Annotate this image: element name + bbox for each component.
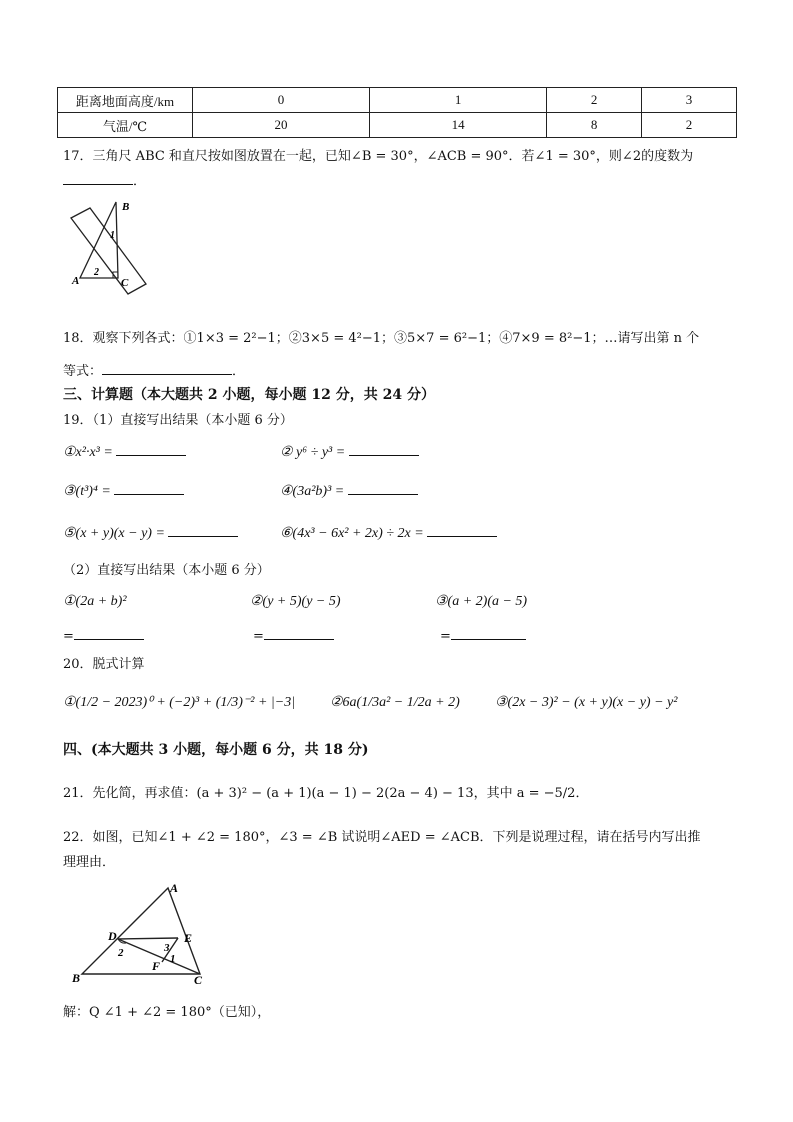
q21-text: 21．先化简，再求值：(a + 3)² − (a + 1)(a − 1) − 2(2a − 4) − 13，其中 a = −5/2． <box>63 786 589 801</box>
item-text: ①x²·x³ = <box>63 445 113 460</box>
equals-sign: = <box>63 629 74 644</box>
q17-answer-line <box>63 170 146 189</box>
item-text: ③(t³)⁴ = <box>63 484 111 499</box>
q18-period: ． <box>232 364 246 379</box>
answer-blank <box>348 482 418 495</box>
q20-title: 20．脱式计算 <box>63 657 145 672</box>
q17-period: ． <box>133 174 147 189</box>
label-d: D <box>108 929 117 943</box>
table-cell: 0 <box>193 88 370 113</box>
table-cell: 距离地面高度/km <box>58 88 193 113</box>
q17-figure <box>68 196 158 296</box>
q22-text-line1: 22．如图，已知∠1 + ∠2 = 180°，∠3 = ∠B 试说明∠AED = ∠ACB．下列是说理过程，请在括号内写出推 <box>63 830 701 845</box>
q19-sub-answer-3 <box>440 627 526 644</box>
section-4-heading: 四、(本大题共 3 小题，每小题 6 分，共 18 分) <box>63 742 369 758</box>
q19-title: 19．（1）直接写出结果（本小题 6 分） <box>63 413 293 428</box>
answer-blank <box>451 627 526 640</box>
table-cell: 20 <box>193 113 370 138</box>
answer-blank <box>114 482 184 495</box>
table-row <box>58 88 737 113</box>
label-e: E <box>184 931 193 945</box>
answer-blank <box>116 443 186 456</box>
equals-sign: = <box>253 629 264 644</box>
label-c: C <box>194 973 203 987</box>
q20-expr-2: ②6a(1/3a² − 1/2a + 2) <box>330 695 460 710</box>
q18-label: 等式： <box>63 364 103 379</box>
table-cell: 2 <box>547 88 642 113</box>
q19-subtitle: （2）直接写出结果（本小题 6 分） <box>63 563 270 578</box>
table-cell: 气温/℃ <box>58 113 193 138</box>
item-text: ⑥(4x³ − 6x² + 2x) ÷ 2x = <box>280 526 424 541</box>
q20-expr-1: ①(1/2 − 2023)⁰ + (−2)³ + (1/3)⁻² + |−3| <box>63 695 296 710</box>
label-c: C <box>121 277 129 289</box>
item-text: ② y⁶ ÷ y³ = <box>280 445 346 460</box>
triangle-abc <box>82 888 200 974</box>
q19-item-6 <box>280 524 497 542</box>
label-a: A <box>170 881 179 895</box>
table-cell: 3 <box>642 88 737 113</box>
label-b: B <box>72 971 81 985</box>
table-row <box>58 113 737 138</box>
angle-2-label: 2 <box>118 947 124 959</box>
q19-sub-answer-2 <box>253 627 334 644</box>
angle-1-label: 1 <box>110 230 115 241</box>
q19-item-5 <box>63 524 238 542</box>
table-cell: 8 <box>547 113 642 138</box>
answer-blank <box>63 172 133 185</box>
table-cell: 1 <box>370 88 547 113</box>
q18-text: 18．观察下列各式：①1×3 = 2²−1；②3×5 = 4²−1；③5×7 = 6²−1；④7×9 = 8²−1；…请写出第 n 个 <box>63 331 700 346</box>
q19-item-2 <box>280 443 419 461</box>
item-text: ⑤(x + y)(x − y) = <box>63 526 165 541</box>
angle-1-label: 1 <box>170 953 176 965</box>
q19-item-4 <box>280 482 418 500</box>
q20-expr-3: ③(2x − 3)² − (x + y)(x − y) − y² <box>495 695 678 710</box>
table-cell: 2 <box>642 113 737 138</box>
section-3-heading: 三、计算题（本大题共 2 小题，每小题 12 分，共 24 分） <box>63 387 435 403</box>
q22-figure <box>68 878 218 988</box>
label-a: A <box>72 275 80 287</box>
equals-sign: = <box>440 629 451 644</box>
q22-text-line2: 理理由． <box>63 855 116 870</box>
answer-blank <box>168 524 238 537</box>
label-f: F <box>152 959 161 973</box>
answer-blank <box>264 627 334 640</box>
q17-text: 17．三角尺 ABC 和直尺按如图放置在一起，已知∠B = 30°，∠ACB = 90°．若∠1 = 30°，则∠2的度数为 <box>63 149 694 164</box>
label-b: B <box>122 201 130 213</box>
q18-answer-line <box>63 360 245 379</box>
answer-blank <box>74 627 144 640</box>
ruler-shape <box>71 208 146 294</box>
q19-sub-item-2: ②(y + 5)(y − 5) <box>250 594 341 609</box>
answer-blank <box>427 524 497 537</box>
q19-sub-item-3: ③(a + 2)(a − 5) <box>435 594 528 609</box>
answer-blank <box>102 362 232 375</box>
angle-3-label: 3 <box>164 942 170 954</box>
q19-sub-answer-1 <box>63 627 144 644</box>
q19-item-3 <box>63 482 184 500</box>
q22-solution-start: 解：Q ∠1 + ∠2 = 180°（已知）， <box>63 1005 271 1020</box>
q19-item-1 <box>63 443 186 461</box>
table-cell: 14 <box>370 113 547 138</box>
item-text: ④(3a²b)³ = <box>280 484 345 499</box>
segment-de <box>118 938 178 939</box>
altitude-temperature-table <box>57 87 737 138</box>
answer-blank <box>349 443 419 456</box>
q19-sub-item-1: ①(2a + b)² <box>63 594 127 609</box>
angle-2-label: 2 <box>94 267 99 278</box>
